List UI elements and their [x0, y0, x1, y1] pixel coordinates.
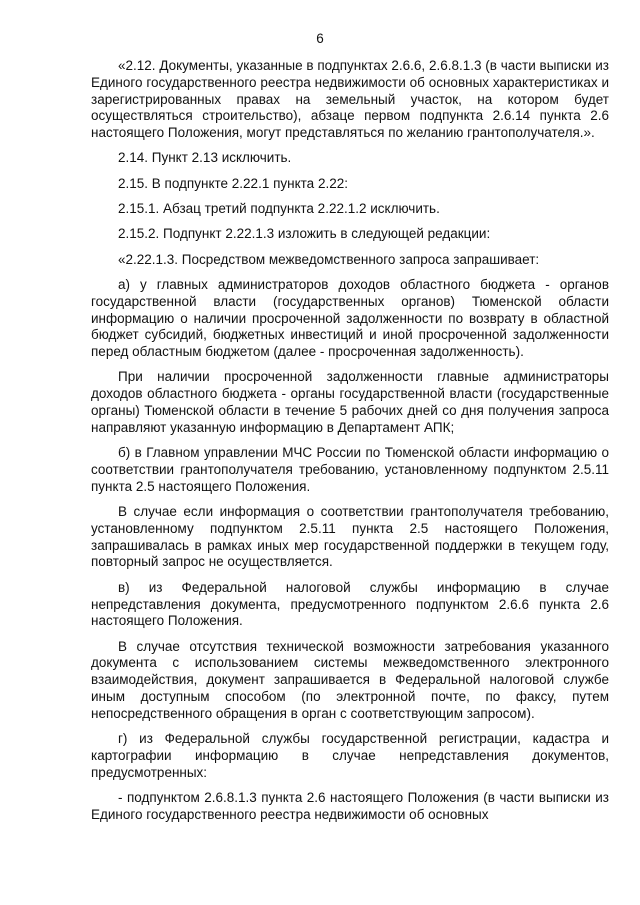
- paragraph-item-v: в) из Федеральной налоговой службы информацию в случае непредставления документа, предусмотренного подпунктом 2.6.6 пункта 2.6 настоящего Положения.: [91, 579, 609, 629]
- paragraph-2-22-1-3: «2.22.1.3. Посредством межведомственного запроса запрашивает:: [118, 251, 540, 267]
- paragraph-no-technical-possibility: В случае отсутствия технической возможности затребования указанного документа с использованием системы межведомственного электронного взаимодействия, документ запрашивается в Федеральной налоговой службе иным доступным способом (по электронной почте, по факсу, путем непосредственного обращения в орган с соответствующим запросом).: [91, 638, 609, 721]
- document-body: [91, 58, 609, 832]
- paragraph-2-15: 2.15. В подпункте 2.22.1 пункта 2.22:: [118, 175, 348, 191]
- paragraph-overdue-debt: При наличии просроченной задолженности главные администраторы доходов областного бюджета - органы государственной власти (государственные органы) Тюменской области в течение 5 рабочих дней со дня получения запроса направляют указанную информацию в Департамент АПК;: [91, 369, 609, 435]
- paragraph-2-15-1: 2.15.1. Абзац третий подпункта 2.22.1.2 исключить.: [118, 201, 440, 217]
- paragraph-item-a: а) у главных администраторов доходов областного бюджета - органов государственной власти (государственных органов) Тюменской области информацию о наличии просроченной задолженности по возврату в областной бюджет субсидий, бюджетных инвестиций и иной просроченной задолженности перед областным бюджетом (далее - просроченная задолженность).: [91, 276, 609, 360]
- paragraph-2-15-2: 2.15.2. Подпункт 2.22.1.3 изложить в следующей редакции:: [118, 226, 491, 242]
- paragraph-2-12: «2.12. Документы, указанные в подпунктах 2.6.6, 2.6.8.1.3 (в части выписки из Единого государственного реестра недвижимости об основных характеристиках и зарегистрированных правах на земельный участок, на котором будет осуществляться строительство), абзаце первом подпункта 2.6.14 пункта 2.6 настоящего Положения, могут представляться по желанию грантополучателя.».: [91, 58, 609, 141]
- paragraph-item-g: г) из Федеральной службы государственной регистрации, кадастра и картографии информацию в случае непредставления документов, предусмотренных:: [91, 731, 609, 780]
- paragraph-item-b: б) в Главном управлении МЧС России по Тюменской области информацию о соответствии грантополучателя требованию, установленному подпунктом 2.5.11 пункта 2.5 настоящего Положения.: [91, 445, 609, 494]
- paragraph-subitem-2-6-8-1-3: - подпунктом 2.6.8.1.3 пункта 2.6 настоящего Положения (в части выписки из Единого государственного реестра недвижимости об основных: [91, 789, 609, 822]
- paragraph-2-14: 2.14. Пункт 2.13 исключить.: [118, 150, 292, 166]
- page-number: 6: [316, 31, 324, 46]
- paragraph-repeat-request: В случае если информация о соответствии грантополучателя требованию, установленному подпунктом 2.5.11 пункта 2.5 настоящего Положения, запрашивалась в рамках иных мер государственной поддержки в текущем году, повторный запрос не осуществляется.: [91, 504, 609, 570]
